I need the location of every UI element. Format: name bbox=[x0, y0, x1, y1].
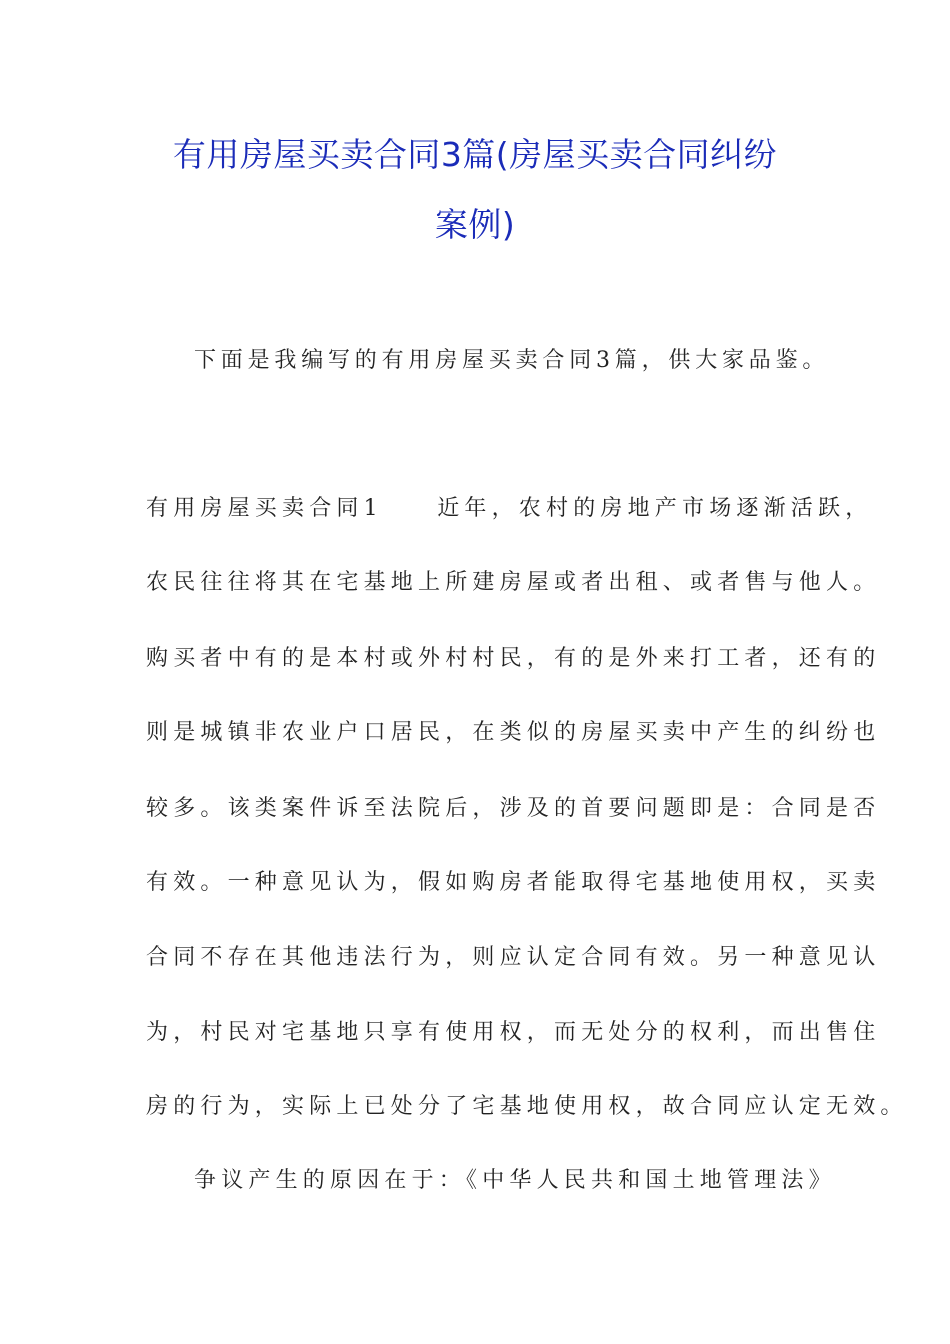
paragraph-line: 则是城镇非农业户口居民，在类似的房屋买卖中产生的纠纷也 bbox=[146, 720, 881, 745]
paragraph-line: 有效。一种意见认为，假如购房者能取得宅基地使用权，买卖 bbox=[146, 870, 881, 895]
paragraph-line: 有用房屋买卖合同1 近年，农村的房地产市场逐渐活跃， bbox=[146, 496, 873, 521]
paragraph-line: 为，村民对宅基地只享有使用权，而无处分的权利，而出售住 bbox=[146, 1020, 881, 1045]
paragraph-line: 房的行为，实际上已处分了宅基地使用权，故合同应认定无效。 bbox=[146, 1094, 908, 1119]
paragraph-line: 农民往往将其在宅基地上所建房屋或者出租、或者售与他人。 bbox=[146, 570, 881, 595]
paragraph-line: 合同不存在其他违法行为，则应认定合同有效。另一种意见认 bbox=[146, 945, 881, 970]
paragraph-line-indented: 争议产生的原因在于：《中华人民共和国土地管理法》 bbox=[194, 1168, 836, 1193]
document-title-line-1: 有用房屋买卖合同3篇(房屋买卖合同纠纷 bbox=[172, 135, 778, 174]
document-title-line-2: 案例) bbox=[434, 205, 516, 244]
paragraph-line: 购买者中有的是本村或外村村民，有的是外来打工者，还有的 bbox=[146, 646, 881, 671]
intro-paragraph: 下面是我编写的有用房屋买卖合同3篇，供大家品鉴。 bbox=[194, 348, 830, 373]
paragraph-line: 较多。该类案件诉至法院后，涉及的首要问题即是：合同是否 bbox=[146, 796, 881, 821]
